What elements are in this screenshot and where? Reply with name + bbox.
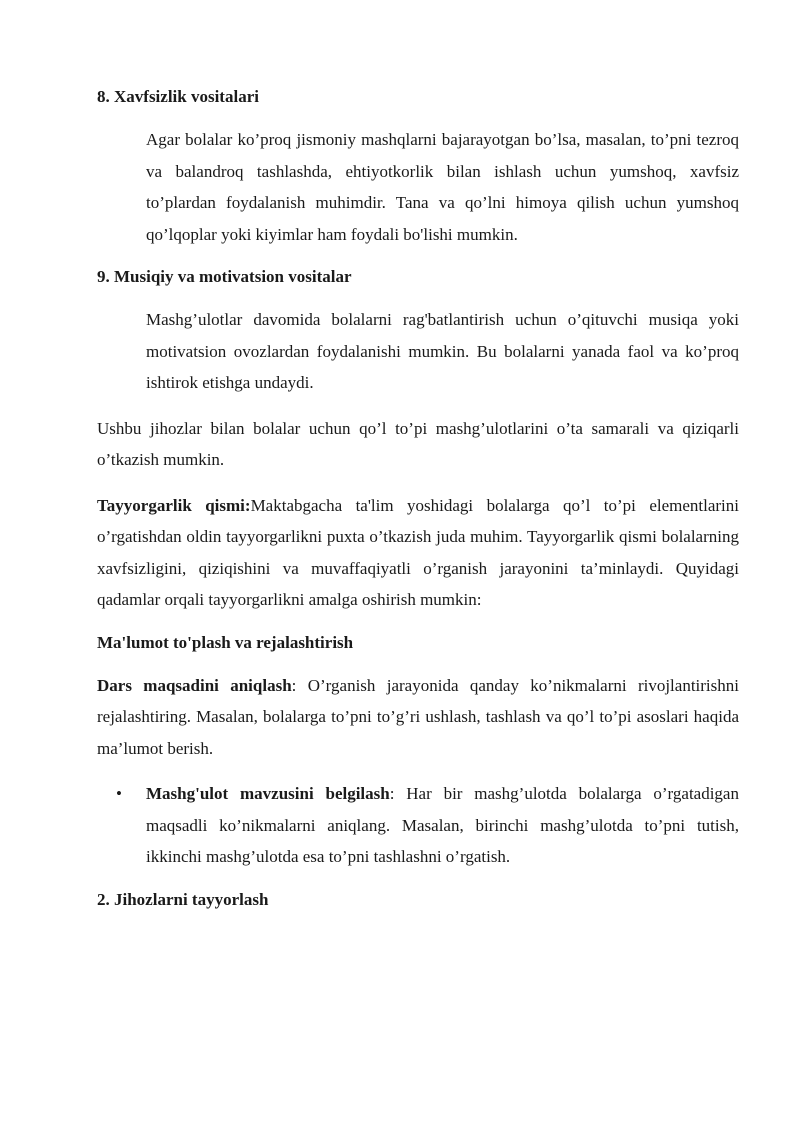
preparation-paragraph [97,490,739,616]
lesson-goal-label: Dars maqsadini aniqlash [97,675,292,695]
topic-label: Mashg'ulot mavzusini belgilash [146,784,390,803]
topic-text: : Har bir mashg’ulotda bolalarga o’rgatadigan maqsadli ko’nikmalarni aniqlang. Masalan, birinchi mashg’ulotda to’pni tutish, ikkinchi mashg’ulotda esa to’pni tashlashni o’rgatish. [146,784,739,866]
section-8-paragraph: Agar bolalar ko’proq jismoniy mashqlarni bajarayotgan bo’lsa, masalan, to’pni tezroq va balandroq tashlashda, ehtiyotkorlik bilan ishlash uchun yumshoq, xavfsiz to’plardan foydalanish muhimdir. Tana va qo’lni himoya qilish uchun yumshoq qo’lqoplar yoki kiyimlar ham foydali bo'lishi mumkin. [146,130,739,244]
lesson-goal-text: : O’rganish jarayonida qanday ko’nikmalarni rivojlantirishni rejalashtiring. Masalan, bolalarga to’pni to’g’ri ushlash, tashlash va qo’l to’pi asoslari haqida ma’lumot berish. [97,675,739,758]
info-planning-heading: Ma'lumot to'plash va rejalashtirish [97,632,354,652]
preparation-label: Tayyorgarlik qismi: [97,495,251,515]
section-2-heading: 2. Jihozlarni tayyorlash [97,889,269,909]
list-item [116,778,739,873]
section-9-paragraph: Mashg’ulotlar davomida bolalarni rag'batlantirish uchun o’qituvchi musiqa yoki motivatsion ovozlardan foydalanishi mumkin. Bu bolalarni yanada faol va ko’proq ishtirok etishga undaydi. [146,310,739,392]
section-9-heading: 9. Musiqiy va motivatsion vositalar [97,267,352,286]
summary-paragraph: Ushbu jihozlar bilan bolalar uchun qo’l to’pi mashg’ulotlarini o’ta samarali va qiziqarli o’tkazish mumkin. [97,418,739,469]
section-8-heading: 8. Xavfsizlik vositalari [97,87,259,106]
preparation-text: Maktabgacha ta'lim yoshidagi bolalarga qo’l to’pi elementlarini o’rgatishdan oldin tayyorgarlikni puxta o’tkazish juda muhim. Tayyorgarlik qismi bolalarning xavfsizligini, qiziqishini va muvaffaqiyatli o’rganish jarayonini ta’minlaydi. Quyidagi qadamlar orqali tayyorgarlikni amalga oshirish mumkin: [97,495,739,609]
document-page [97,84,739,913]
topic-paragraph [146,778,739,873]
lesson-goal-paragraph [97,670,739,765]
bullet-icon: • [116,784,122,803]
